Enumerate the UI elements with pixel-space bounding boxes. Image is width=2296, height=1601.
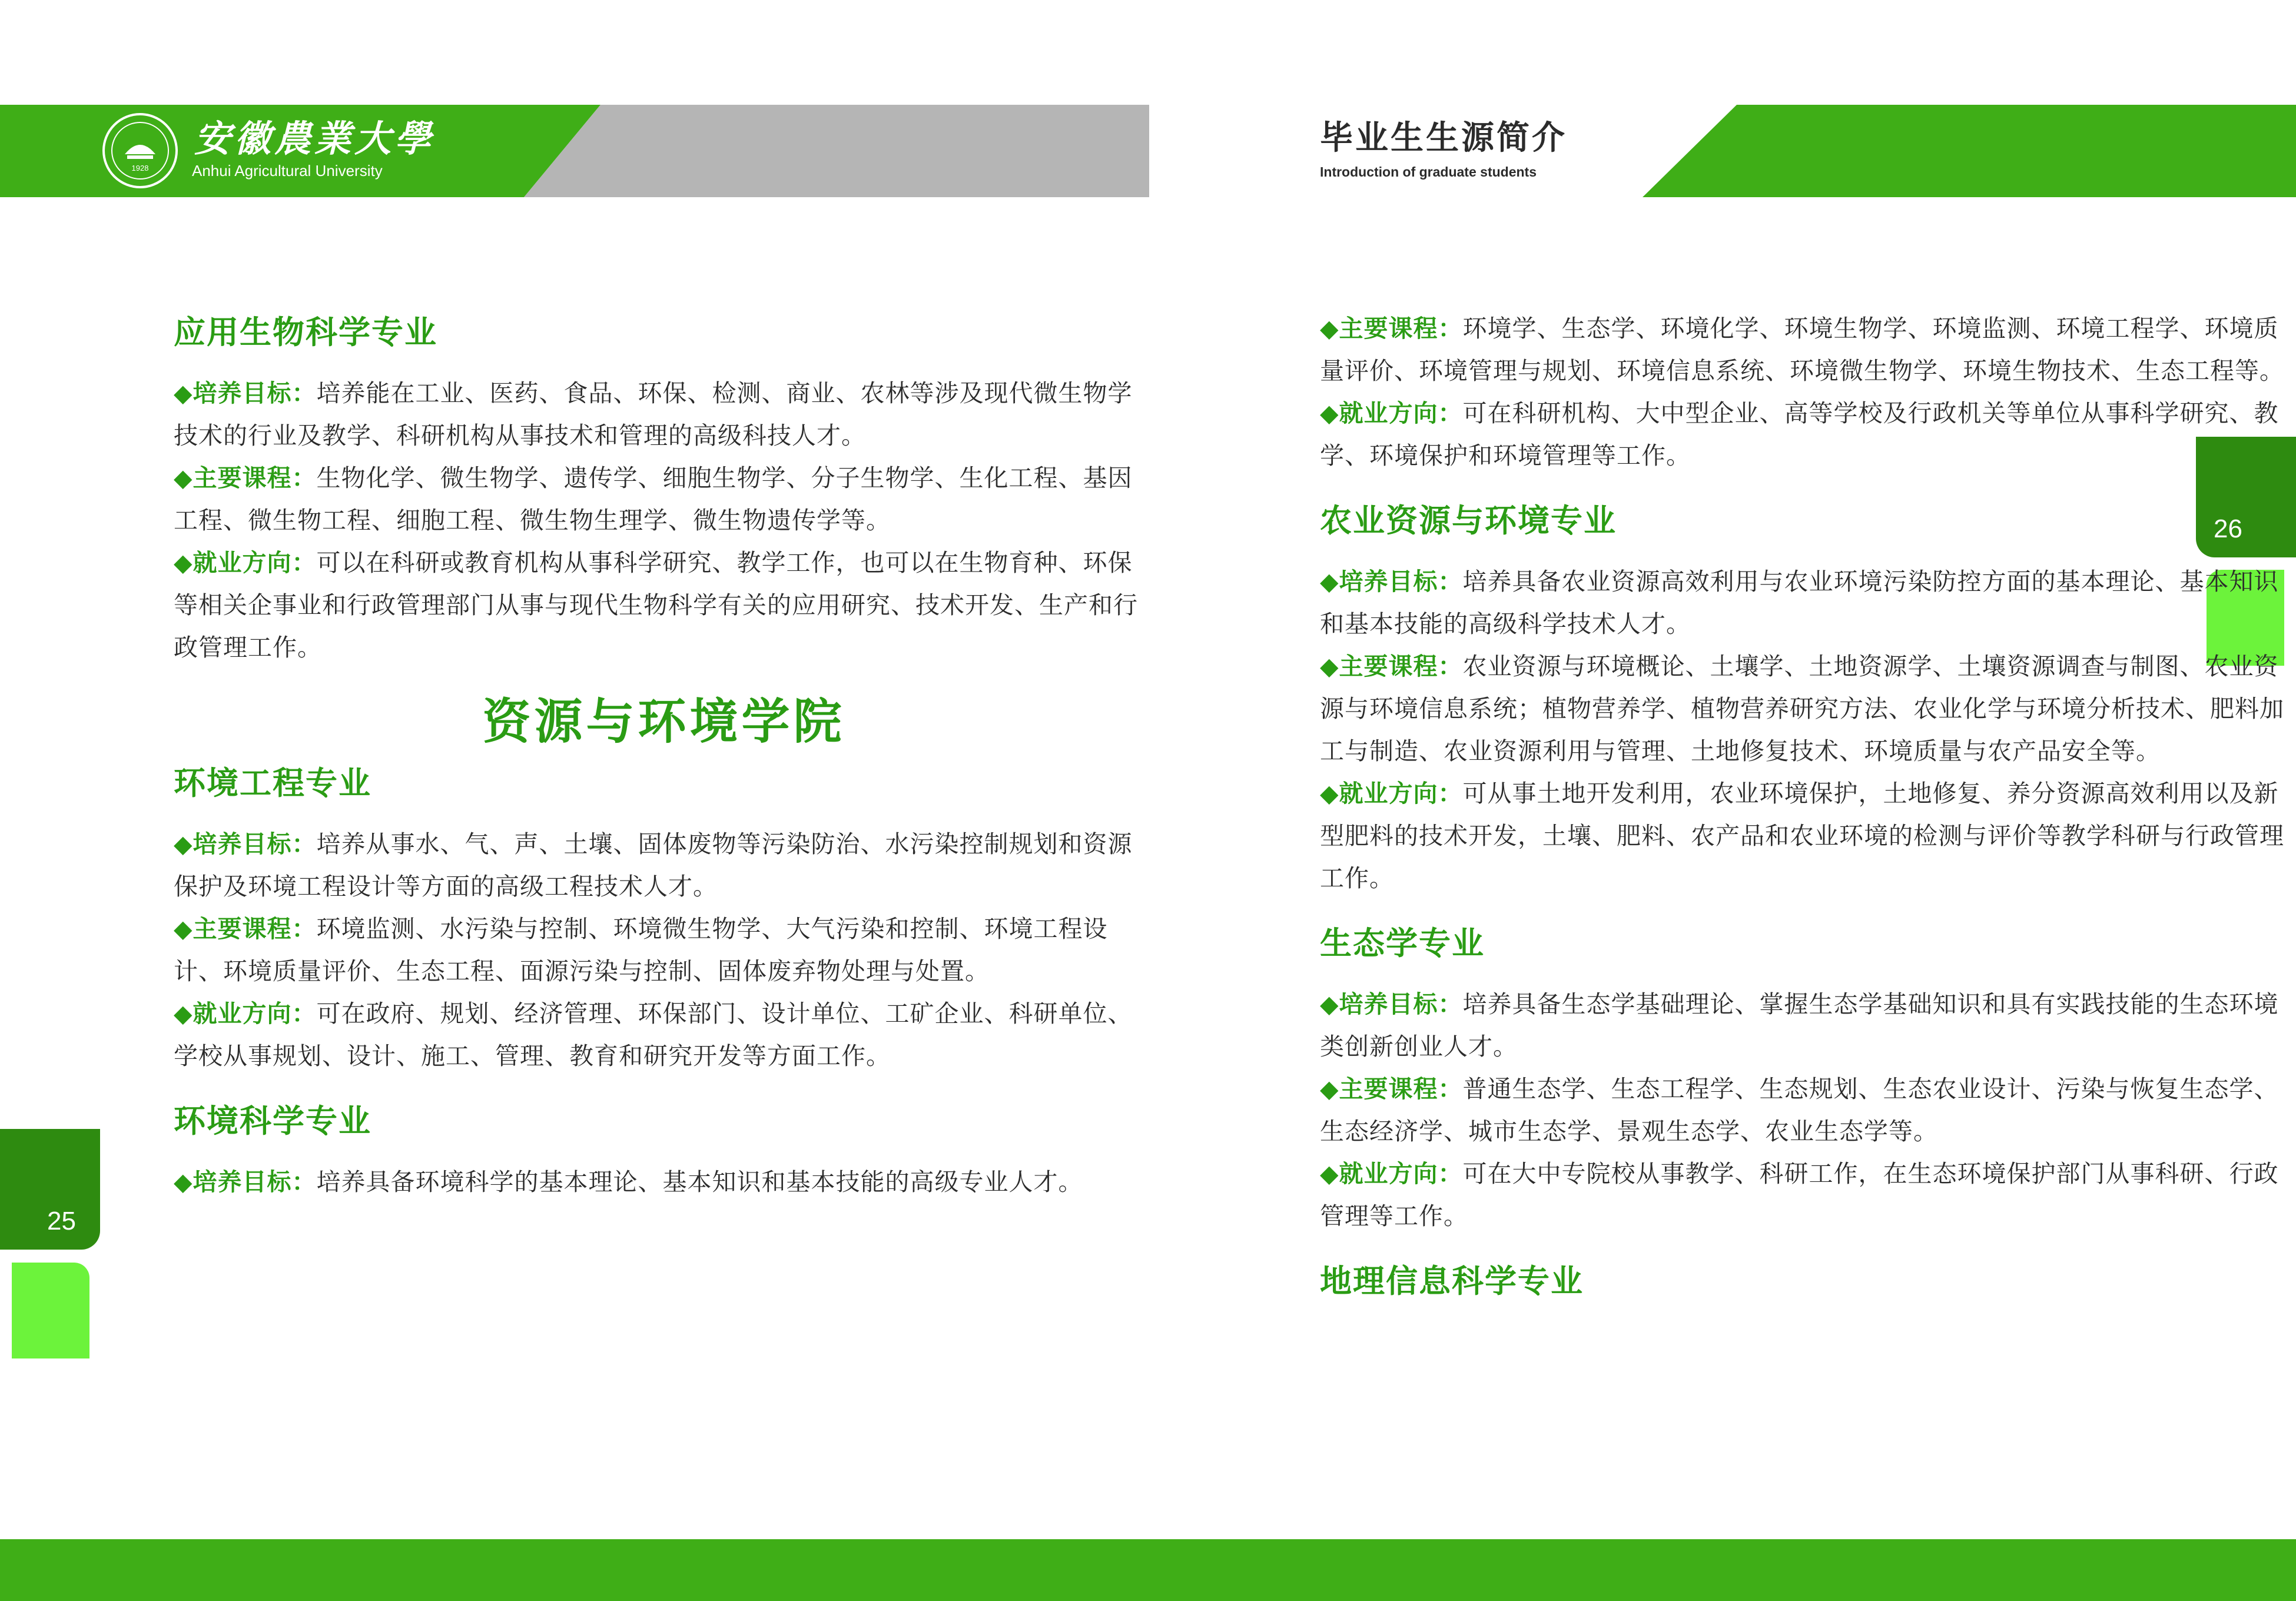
training-goal: ◆培养目标：培养具备生态学基础理论、掌握生态学基础知识和具有实践技能的生态环境类创新创业人才。	[1320, 990, 2279, 1061]
major-title: 地理信息科学专业	[1320, 1263, 1584, 1300]
university-emblem-icon	[101, 112, 179, 190]
training-goal: ◆培养目标：培养能在工业、医药、食品、环保、检测、商业、农林等涉及现代微生物学技术的行业及教学、科研机构从事技术和管理的高级科技人才。	[174, 379, 1133, 450]
bullet-icon: ◆	[1320, 314, 1339, 343]
bullet-icon: ◆	[174, 464, 193, 492]
major-title: 农业资源与环境专业	[1320, 502, 1617, 539]
main-courses: ◆主要课程：环境学、生态学、环境化学、环境生物学、环境监测、环境工程学、环境质量评价、环境管理与规划、环境信息系统、环境微生物学、环境生物技术、生态工程等。	[1320, 314, 2284, 385]
main-courses: ◆主要课程：普通生态学、生态工程学、生态规划、生态农业设计、污染与恢复生态学、生态经济学、城市生态学、景观生态学、农业生态学等。	[1320, 1075, 2279, 1145]
header-gray-band	[524, 105, 1149, 197]
university-name-en: Anhui Agricultural University	[192, 162, 383, 180]
university-name-cn: 安徽農業大學	[194, 117, 435, 160]
main-courses: ◆主要课程：环境监测、水污染与控制、环境微生物学、大气污染和控制、环境工程设计、环境质量评价、生态工程、面源污染与控制、固体废弃物处理与处置。	[174, 915, 1108, 985]
bullet-icon: ◆	[174, 999, 193, 1028]
page-subtitle: Introduction of graduate students	[1320, 164, 1537, 180]
bullet-icon: ◆	[174, 1168, 193, 1196]
college-title: 资源与环境学院	[482, 693, 845, 750]
header-green-band-right	[1643, 105, 2296, 197]
bullet-icon: ◆	[174, 549, 193, 577]
bullet-icon: ◆	[1320, 399, 1339, 427]
career-direction: ◆就业方向：可在政府、规划、经济管理、环保部门、设计单位、工矿企业、科研单位、学校从事规划、设计、施工、管理、教育和研究开发等方面工作。	[174, 999, 1133, 1070]
main-courses: ◆主要课程：农业资源与环境概论、土壤学、土地资源学、土壤资源调查与制图、农业资源与环境信息系统；植物营养学、植物营养研究方法、农业化学与环境分析技术、肥料加工与制造、农业资源利用与管理、土地修复技术、环境质量与农产品安全等。	[1320, 652, 2284, 765]
bullet-icon: ◆	[1320, 1160, 1339, 1188]
left-page-content	[174, 306, 1154, 1203]
emblem-year: 1928	[131, 164, 149, 172]
footer-band	[0, 1539, 2296, 1601]
major-title: 应用生物科学专业	[174, 314, 437, 351]
career-direction: ◆就业方向：可在大中专院校从事教学、科研工作，在生态环境保护部门从事科研、行政管理等工作。	[1320, 1160, 2279, 1230]
bullet-icon: ◆	[1320, 652, 1339, 680]
training-goal: ◆培养目标：培养具备农业资源高效利用与农业环境污染防控方面的基本理论、基本知识和基本技能的高级科学技术人才。	[1320, 567, 2279, 638]
bullet-icon: ◆	[1320, 567, 1339, 596]
major-title: 环境科学专业	[174, 1102, 371, 1140]
page-title: 毕业生生源简介	[1320, 119, 1567, 157]
bullet-icon: ◆	[1320, 990, 1339, 1018]
bullet-icon: ◆	[174, 830, 193, 858]
bullet-icon: ◆	[1320, 779, 1339, 808]
training-goal: ◆培养目标：培养从事水、气、声、土壤、固体废物等污染防治、水污染控制规划和资源保护及环境工程设计等方面的高级工程技术人才。	[174, 830, 1133, 901]
career-direction: ◆就业方向：可从事土地开发利用，农业环境保护，土地修复、养分资源高效利用以及新型肥料的技术开发，土壤、肥料、农产品和农业环境的检测与评价等教学科研与行政管理工作。	[1320, 779, 2284, 892]
career-direction: ◆就业方向：可以在科研或教育机构从事科学研究、教学工作，也可以在生物育种、环保等相关企事业和行政管理部门从事与现代生物科学有关的应用研究、技术开发、生产和行政管理工作。	[174, 549, 1138, 662]
bullet-icon: ◆	[174, 379, 193, 407]
career-direction: ◆就业方向：可在科研机构、大中型企业、高等学校及行政机关等单位从事科学研究、教学、环境保护和环境管理等工作。	[1320, 399, 2279, 470]
major-title: 生态学专业	[1320, 925, 1485, 962]
page-number-left: 25	[47, 1207, 76, 1235]
major-title: 环境工程专业	[174, 765, 371, 802]
bullet-icon: ◆	[174, 915, 193, 943]
page-tab-left-accent	[12, 1263, 89, 1358]
training-goal: ◆培养目标：培养具备环境科学的基本理论、基本知识和基本技能的高级专业人才。	[174, 1168, 1083, 1196]
bullet-icon: ◆	[1320, 1075, 1339, 1103]
page-number-right: 26	[2214, 514, 2242, 543]
main-courses: ◆主要课程：生物化学、微生物学、遗传学、细胞生物学、分子生物学、生化工程、基因工程、微生物工程、细胞工程、微生物生理学、微生物遗传学等。	[174, 464, 1133, 534]
right-page-content	[1320, 307, 2296, 1308]
